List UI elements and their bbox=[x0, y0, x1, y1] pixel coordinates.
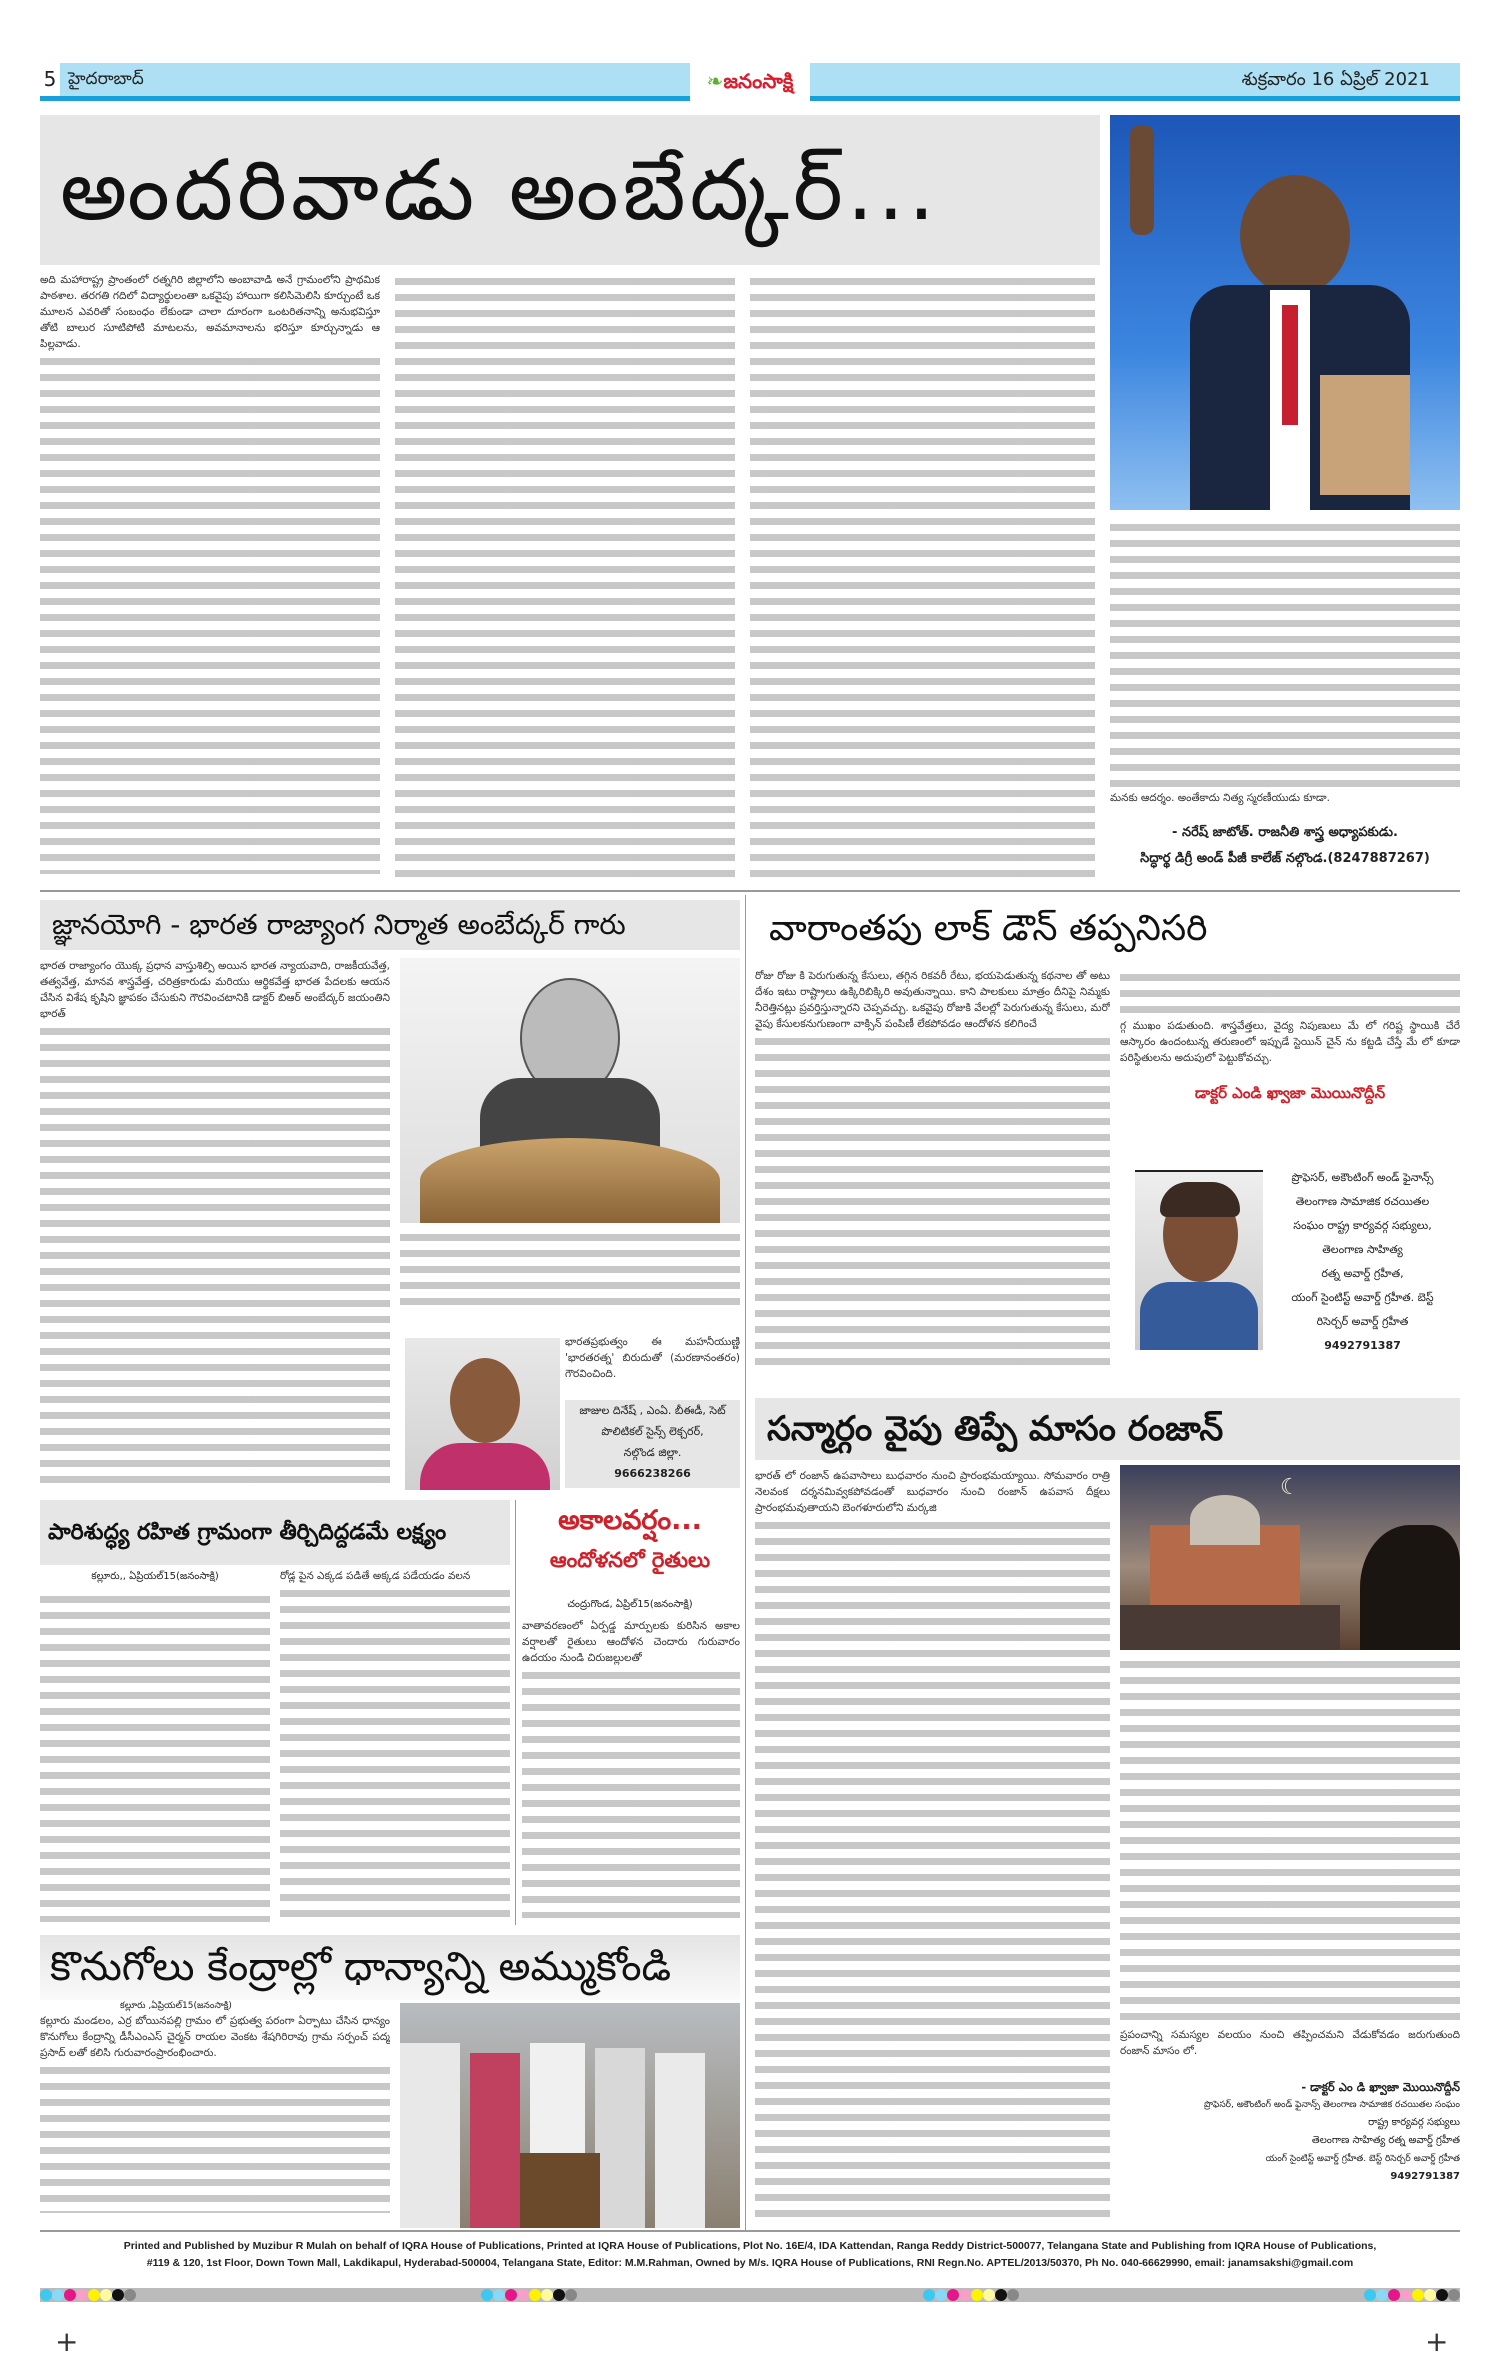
paddy-headline-box bbox=[40, 1935, 740, 2000]
ramzan-col-2: ప్రపంచాన్ని సమస్యల వలయం నుంచి తప్పించమని వేడుకోవడం జరుగుతుంది రంజాన్ మాసం లో. bbox=[1120, 1655, 1460, 2075]
paddy-headline: కొనుగోలు కేంద్రాల్లో ధాన్యాన్ని అమ్ముకోండి bbox=[50, 1944, 672, 1990]
sanitation-headline: పారిశుద్ధ్య రహిత గ్రామంగా తీర్చిదిద్దడమే లక్ష్యం bbox=[48, 1520, 447, 1545]
lead-article-col-4: మనకు ఆదర్శం. అంతేకాదు నిత్య స్మరణీయుడు కూడా. bbox=[1110, 518, 1460, 808]
gnanayogi-headline-box bbox=[40, 900, 740, 950]
paddy-col: కల్లూరు మండలం, ఎర్ర బోయినపల్లి గ్రామం లో ప్రభుత్వ పరంగా ఏర్పాటు చేసిన ధాన్యం కొనుగోలు కేంద్రాన్ని డీసీఎంఎస్ చైర్మన్ రాయల వెంకట శేషగిరిరావు గ్రామ సర్పంచ్ పద్మ ప్రసాద్ లతో కలిసి గురువారంప్రారంభించారు. bbox=[40, 2013, 390, 2225]
sanitation-col-1 bbox=[40, 1590, 270, 1925]
divider bbox=[40, 2230, 1460, 2232]
author-dinesh-photo bbox=[405, 1338, 560, 1490]
leaf-icon: ❧ bbox=[706, 69, 724, 93]
divider bbox=[40, 890, 1460, 892]
lead-headline-box bbox=[40, 115, 1100, 265]
gnanayogi-headline: జ్ఞానయోగి - భారత రాజ్యాంగ నిర్మాత అంబేద్కర్ గారు bbox=[52, 908, 626, 941]
edition-city: హైదరాబాద్ bbox=[68, 69, 144, 89]
paddy-dateline: కల్లూరు ,ఏప్రియల్15(జనంసాక్షి) bbox=[120, 2001, 232, 2011]
credential-line: రిసెర్చర్ అవార్డ్ గ్రహీత bbox=[1316, 1315, 1409, 1328]
lockdown-col-2: గ్గ ముఖం పడుతుంది. శాస్త్రవేత్తలు, వైద్య నిపుణులు మే లో గరిష్ట స్థాయికి చేరే ఆస్కారం ఉందంటున్న తరుణంలో ఇప్పుడే స్టెయిన్ చైన్ ను కట్టడి చేస్తే మే లో కూడా పరిస్థితులను అదుపులో పెట్టుకోవచ్చు. bbox=[1120, 968, 1460, 1080]
credential-line: రాష్ట్ర కార్యవర్గ సభ్యులు bbox=[1368, 2117, 1460, 2128]
ambedkar-photo bbox=[1110, 115, 1460, 510]
sanitation-dateline: కల్లూరు,, ఏప్రియల్15(జనంసాక్షి) bbox=[91, 1571, 219, 1582]
ambedkar-sketch-image bbox=[400, 958, 740, 1223]
imprint-line-1: Printed and Published by Muzibur R Mulah on behalf of IQRA House of Publications, Printed at IQRA House of Publications, Plot No. 16E/4, IDA Kattendan, Ranga Reddy District-500077, Telangana State and Publishing from IQRA House of Publications, bbox=[123, 2240, 1377, 2252]
lead-article-col-1: అది మహారాష్ట్ర ప్రాంతంలో రత్నగిరి జిల్లాలోని అంబావాడి అనే గ్రామంలోని ప్రాథమిక పాఠశాల. తరగతి గదిలో విద్యార్థులంతా ఒకవైపు హాయిగా కలిసిమెలిసి కూర్చుంటే ఒక మూలన ఎవరితో సంబంధం లేకుండా చాలా దూరంగా ఒంటరితనాన్ని అనుభవిస్తూ తోటి బాలుర సూటిపోటి మాటలను, అవమానాలను భరిస్తూ కూర్చున్నాడు ఆ పిల్లవాడు. bbox=[40, 272, 380, 882]
lead-author: - నరేష్ జాటోత్. రాజనీతి శాస్త్ర అధ్యాపకుడు. bbox=[1172, 825, 1398, 840]
gnanayogi-col-1: భారత రాజ్యాంగం యొక్క ప్రధాన వాస్తుశిల్పి అయిన భారత న్యాయవాది, రాజకీయవేత్త, తత్వవేత్త, మానవ శాస్త్రవేత్త, చరిత్రకారుడు మరియు ఆర్థికవేత్త భారత పేదలకు ఆయన చేసిన విశేష కృషిని జ్ఞాపకం చేసుకుని గౌరవించటానికి డాక్టర్ బిఆర్ అంబేద్కర్ జయంతిని భారత్ bbox=[40, 958, 390, 1488]
credential-line: యంగ్ సైంటిస్ట్ అవార్డ్ గ్రహీత. బెస్ట్ రిసెర్చర్ అవార్డ్ గ్రహీత bbox=[1265, 2154, 1460, 2164]
crescent-moon-icon: ☾ bbox=[1280, 1475, 1300, 1500]
paddy-center-photo bbox=[400, 2003, 740, 2228]
newspaper-logo: ❧జనంసాక్షి bbox=[690, 60, 810, 102]
mosque-prayer-image bbox=[1120, 1465, 1460, 1650]
author-phone: 9666238266 bbox=[614, 1467, 691, 1480]
rain-dateline: చంద్రుగొండ, ఏప్రిల్15(జనంసాక్షి) bbox=[567, 1599, 693, 1610]
crop-mark-icon: + bbox=[55, 2325, 79, 2358]
credential-line: ప్రొఫెసర్, అకౌంటింగ్ అండ్ ఫైనాన్స్ తెలంగాణ సామాజిక రచయితల సంఘం bbox=[1203, 2100, 1460, 2110]
author-phone: 9492791387 bbox=[1324, 1339, 1401, 1352]
issue-date: శుక్రవారం 16 ఏప్రిల్ 2021 bbox=[1241, 69, 1430, 90]
lockdown-headline: వారాంతపు లాక్ డౌన్ తప్పనిసరి bbox=[769, 908, 1208, 949]
sanitation-headline-box bbox=[40, 1500, 510, 1565]
rain-headline-2: ఆందోళనలో రైతులు bbox=[549, 1548, 711, 1572]
imprint bbox=[40, 2238, 1460, 2272]
credential-line: యంగ్ సైంటిస్ట్ అవార్డ్ గ్రహీత. బెస్ట్ bbox=[1291, 1291, 1434, 1304]
gnanayogi-col-2 bbox=[400, 1228, 740, 1328]
lead-author-college: సిద్ధార్థ డిగ్రీ అండ్ పీజీ కాలేజ్ నల్గొండ.(8247887267) bbox=[1140, 851, 1430, 866]
ramzan-headline-box bbox=[755, 1398, 1460, 1460]
color-registration-bar bbox=[40, 2288, 1460, 2302]
credential-line: సంఘం రాష్ట్ర కార్యవర్గ సభ్యులు, bbox=[1293, 1219, 1432, 1232]
lead-headline: అందరివాడు అంబేద్కర్... bbox=[60, 141, 939, 239]
imprint-line-2: #119 & 120, 1st Floor, Down Town Mall, Lakdikapul, Hyderabad-500004, Telangana State, Editor: M.M.Rahman, Owned by M/s. IQRA House of Publications, RNI Regn.No. APTEL/2013/50370, Ph No. 040-66629990, email: janamsakshi@gmail.com bbox=[146, 2257, 1354, 2269]
lead-article-col-2 bbox=[395, 272, 735, 882]
author-phone: 9492791387 bbox=[1390, 2171, 1460, 2182]
lockdown-author-credentials bbox=[1265, 1166, 1460, 1358]
credential-line: తెలంగాణ సామాజిక రచయితల bbox=[1295, 1195, 1430, 1208]
column-divider bbox=[745, 895, 746, 2230]
lead-article-col-3 bbox=[750, 272, 1095, 882]
credential-line: రత్న అవార్డ్ గ్రహీత, bbox=[1321, 1267, 1404, 1280]
column-divider bbox=[515, 1500, 516, 1925]
author-khaja-photo bbox=[1135, 1170, 1263, 1350]
author-title: పొలిటికల్ సైన్స్ లెక్చరర్, bbox=[601, 1425, 704, 1438]
credential-line: తెలంగాణ సాహిత్య bbox=[1322, 1243, 1403, 1256]
sanitation-col-2: రోడ్ల పైన ఎక్కడ పడితే అక్కడ పడేయడం వలన bbox=[280, 1568, 510, 1925]
author-name: జాజుల దినేష్ , ఎంఏ. బీఈడీ, సెట్ bbox=[579, 1404, 726, 1417]
page-number: 5 bbox=[40, 63, 60, 96]
crop-mark-icon: + bbox=[1425, 2325, 1449, 2358]
ramzan-headline: సన్మార్గం వైపు తిప్పే మాసం రంజాన్ bbox=[767, 1409, 1224, 1449]
rain-col: వాతావరణంలో ఏర్పడ్డ మార్పులకు కురిసిన అకాల వర్షాలతో రైతులు ఆందోళన చెందారు గురువారం ఉదయం నుండి చిరుజల్లులతో bbox=[522, 1618, 740, 1925]
ramzan-author: - డాక్టర్ ఎం డి ఖ్వాజా మొయినొద్దీన్ bbox=[1301, 2080, 1460, 2094]
lockdown-col-1: రోజు రోజు కి పెరుగుతున్న కేసులు, తగ్గిన రికవరీ రేటు, భయపెడుతున్న కథనాల తో అటు దేశం ఇటు రాష్ట్రాలు ఉక్కిరిబిక్కిరి అవుతున్నాయి. కాని పాలకులు మాత్రం దీనిపై నిమ్మకు నీరెత్తినట్లు ప్రవర్తిస్తున్నారని చెప్పవచ్చు. ఒకవైపు రోజుకి వేలల్లో పెరుగుతున్న కేసులు, మరో వైపు కేసులకనుగుణంగా వాక్సిన్ పంపిణీ లేకపోవడం ఆందోళన కలిగించే bbox=[755, 968, 1110, 1393]
rain-headline-1: అకాలవర్షం... bbox=[558, 1505, 702, 1536]
gnanayogi-author-box bbox=[565, 1400, 740, 1488]
credential-line: ప్రొఫెసర్, అకౌంటింగ్ అండ్ ఫైనాన్స్ bbox=[1291, 1171, 1434, 1184]
author-place: నల్గొండ జిల్లా. bbox=[623, 1446, 682, 1459]
credential-line: తెలంగాణ సాహిత్య రత్న అవార్డ్ గ్రహీత bbox=[1311, 2135, 1460, 2146]
ramzan-author-box bbox=[1120, 2078, 1460, 2186]
ramzan-col-1: భారత్ లో రంజాన్ ఉపవాసాలు బుధవారం నుంచి ప్రారంభమయ్యాయి. సోమవారం రాత్రి నెలవంక దర్శనమివ్వకపోవడంతో బుధవారం నుంచి రంజాన్ ఉపవాస దీక్షలు ప్రారంభమవుతాయని బెంగళూరులోని మర్కజి bbox=[755, 1468, 1110, 2228]
gnanayogi-closing: భారతప్రభుత్వం ఈ మహనీయుణ్ణి 'భారతరత్న' బిరుదుతో (మరణానంతరం) గౌరవించింది. bbox=[565, 1336, 740, 1380]
lockdown-author: డాక్టర్ ఎండి ఖ్వాజా మొయినొద్దీన్ bbox=[1194, 1084, 1386, 1102]
